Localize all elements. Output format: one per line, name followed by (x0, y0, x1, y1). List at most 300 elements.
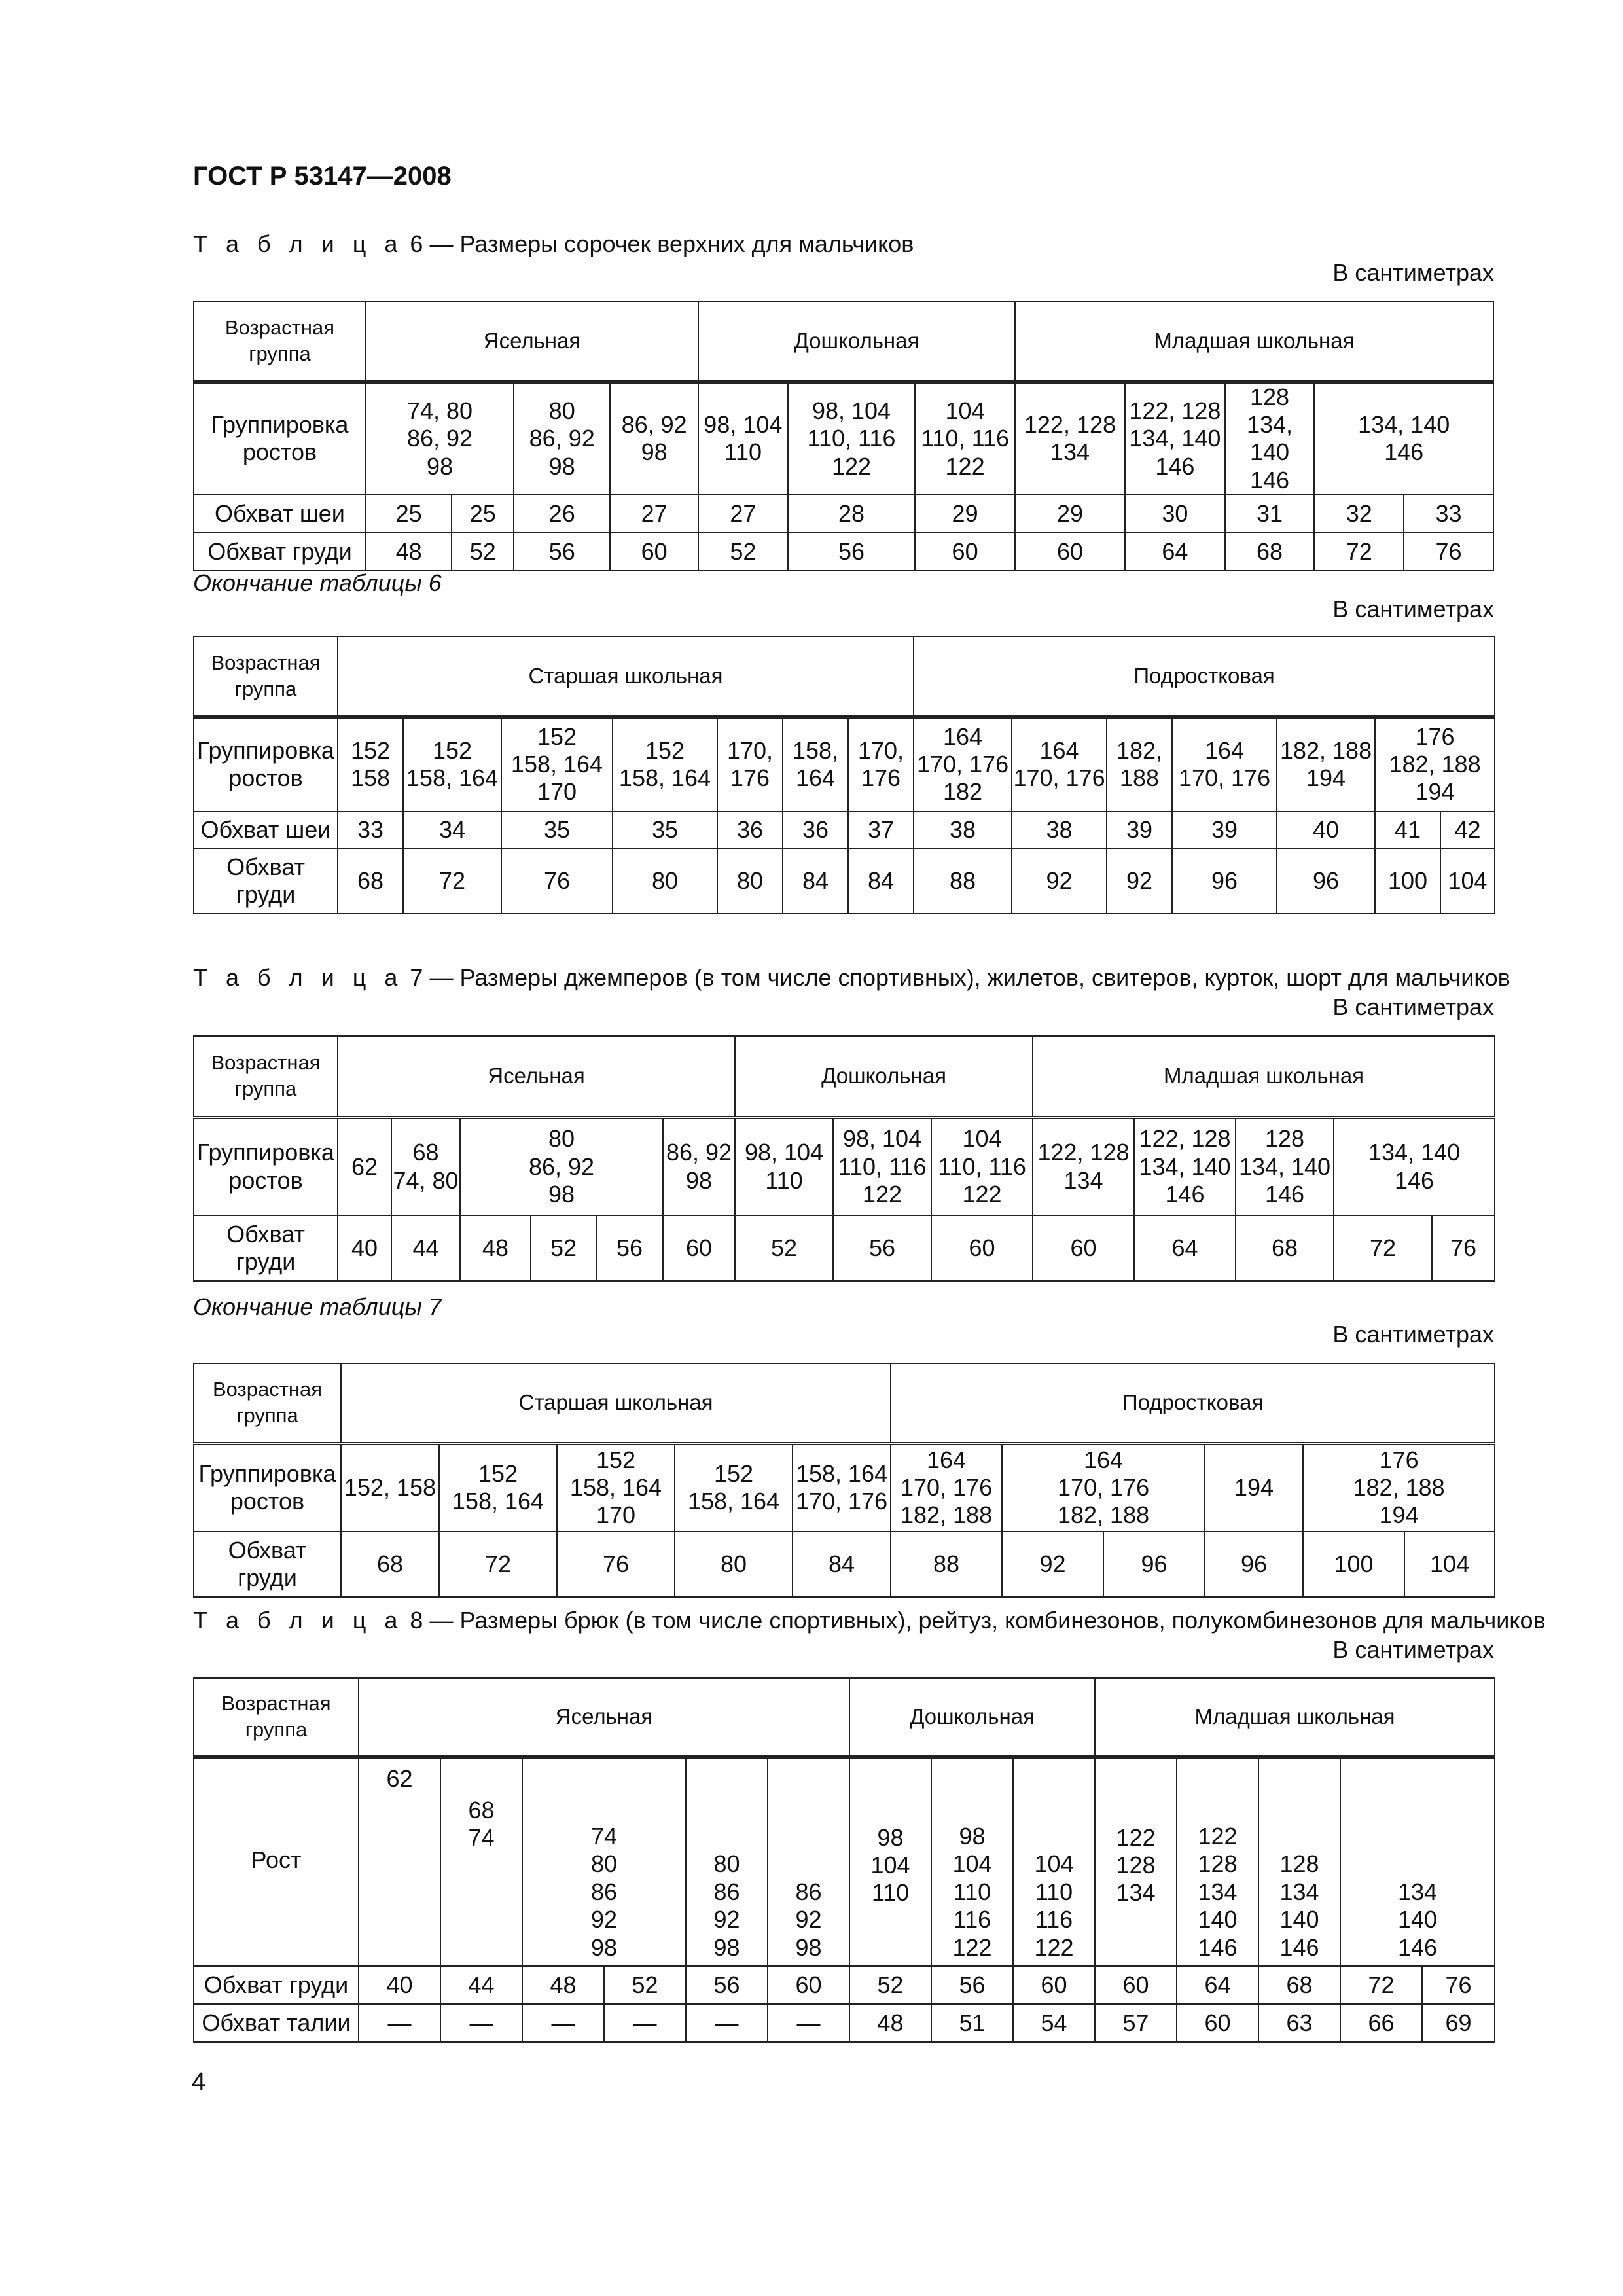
age-group-label: Возрастная группа (194, 302, 366, 382)
cell-line: 170, 176 (1013, 764, 1105, 792)
cell-line: 134 (1198, 1878, 1238, 1905)
waist-cell: 48 (849, 2004, 931, 2042)
height-cell (849, 1757, 931, 1966)
height-cell (1277, 717, 1375, 812)
cell-line: 134, 140 (1246, 410, 1293, 466)
chest-cell: 60 (610, 533, 698, 571)
height-cell (1334, 1117, 1495, 1215)
cell-line: 182, 188 (900, 1501, 993, 1529)
cell-line: 110, 116 (807, 425, 896, 452)
height-cell (1125, 382, 1225, 495)
cell-line: 134 (1050, 439, 1090, 466)
cell-line: 80 (548, 1125, 575, 1153)
chest-cell: 104 (1404, 1532, 1495, 1597)
cell-line: 146 (1398, 1933, 1438, 1961)
height-grouping-label: Группировка ростов (194, 717, 338, 812)
table7-end (193, 1363, 1495, 1598)
chest-cell: 76 (1404, 533, 1493, 571)
cell-line: 122 (1034, 1933, 1074, 1961)
cell-line: 146 (1279, 1933, 1319, 1961)
cell-line: 164 (1084, 1446, 1124, 1473)
cell-line: 116 (953, 1906, 991, 1933)
chest-cell: 84 (783, 848, 848, 914)
height-cell (1225, 382, 1315, 495)
table6-caption (193, 230, 914, 258)
cell-line: 158, 164 (618, 764, 711, 792)
waist-cell: 60 (1177, 2004, 1258, 2042)
chest-cell: 100 (1303, 1532, 1404, 1597)
table7-caption-prefix: Т а б л и ц а (193, 964, 404, 991)
height-cell (1177, 1757, 1258, 1966)
height-cell (440, 1757, 522, 1966)
cell-line: 158, 164 (510, 751, 603, 778)
chest-cell: 56 (833, 1215, 931, 1281)
waist-cell: — (686, 2004, 768, 2042)
chest-cell: 52 (604, 1966, 686, 2004)
chest-cell: 52 (849, 1966, 931, 2004)
cell-line: 128 (1198, 1850, 1238, 1878)
table6-end (193, 636, 1495, 914)
cell-line: 128 (1279, 1850, 1319, 1878)
chest-cell: 40 (359, 1966, 440, 2004)
cell-line: 164 (795, 764, 836, 792)
cell-line: 122 (862, 1180, 902, 1208)
cell-line: 158, 164 (569, 1474, 662, 1501)
chest-cell: 60 (663, 1215, 735, 1281)
chest-cell: 96 (1103, 1532, 1205, 1597)
cell-line: 122 (952, 1933, 992, 1961)
table7-caption (193, 964, 1510, 992)
height-cell (1258, 1757, 1340, 1966)
cell-line: 146 (1395, 1166, 1435, 1194)
height-cell (366, 382, 514, 495)
cell-line: 182, 188 (1389, 751, 1481, 778)
group-junior-school: Младшая школьная (1015, 302, 1493, 382)
chest-cell: 56 (514, 533, 610, 571)
neck-cell: 33 (1404, 495, 1493, 533)
chest-cell: 48 (366, 533, 452, 571)
group-teen: Подростковая (914, 637, 1495, 717)
chest-cell: 60 (1033, 1215, 1134, 1281)
waist-cell: 66 (1340, 2004, 1422, 2042)
cell-line: 182, (1116, 736, 1163, 764)
chest-cell: 68 (341, 1532, 439, 1597)
cell-line: 98 (795, 1933, 822, 1961)
neck-cell: 38 (914, 812, 1012, 848)
neck-cell: 29 (1015, 495, 1125, 533)
table6-units: В сантиметрах (1332, 259, 1494, 286)
cell-line: 110, 116 (938, 1153, 1026, 1180)
chest-cell: 72 (1334, 1215, 1432, 1281)
height-cell (1375, 717, 1495, 812)
cell-line: 134, 140 (1238, 1153, 1331, 1180)
neck-cell: 27 (698, 495, 788, 533)
height-cell (833, 1117, 931, 1215)
height-cell (1340, 1757, 1495, 1966)
chest-cell: 60 (1015, 533, 1125, 571)
height-cell (557, 1443, 675, 1532)
height-cell (391, 1117, 460, 1215)
cell-line: 110 (871, 1879, 910, 1907)
cell-line: 158, (792, 736, 839, 764)
cell-line: 176 (861, 764, 901, 792)
cell-line: 188 (1119, 764, 1160, 792)
waist-label: Обхват талии (194, 2004, 359, 2042)
cell-line: 98 (713, 1933, 740, 1961)
table6-caption-text: 6 — Размеры сорочек верхних для мальчиков (410, 230, 914, 257)
neck-cell: 35 (613, 812, 717, 848)
height-cell (848, 717, 914, 812)
height-cell (514, 382, 610, 495)
cell-line: 194 (1379, 1501, 1419, 1529)
cell-line: 128 (1264, 1125, 1305, 1153)
neck-cell: 25 (452, 495, 514, 533)
waist-cell: 54 (1013, 2004, 1095, 2042)
chest-cell: 48 (460, 1215, 531, 1281)
cell-line: 152 (537, 723, 577, 750)
cell-line: 122, 128 (1139, 1125, 1231, 1153)
cell-line: 146 (1249, 466, 1290, 493)
neck-cell: 26 (514, 495, 610, 533)
chest-cell: 72 (403, 848, 501, 914)
cell-line: 116 (1035, 1906, 1073, 1933)
chest-cell: 68 (1225, 533, 1315, 571)
chest-cell: 84 (793, 1532, 891, 1597)
cell-line: 152 (596, 1446, 636, 1473)
height-cell (613, 717, 717, 812)
cell-line: 98, 104 (812, 397, 891, 424)
neck-cell: 42 (1440, 812, 1495, 848)
chest-cell: 52 (452, 533, 514, 571)
cell-line: 98 (685, 1166, 713, 1194)
chest-cell: 60 (915, 533, 1015, 571)
cell-line: 86 (795, 1878, 822, 1905)
cell-line: 80 (590, 1850, 618, 1878)
cell-line: 104 (1034, 1850, 1074, 1878)
cell-line: 122 (945, 452, 985, 480)
cell-line: 182 (942, 778, 983, 806)
cell-line: 92 (795, 1906, 822, 1933)
waist-cell: — (768, 2004, 849, 2042)
table8-caption-prefix: Т а б л и ц а (193, 1607, 404, 1634)
height-cell (439, 1443, 557, 1532)
chest-cell: 88 (914, 848, 1012, 914)
cell-line: 194 (1415, 778, 1455, 806)
table6 (193, 301, 1494, 571)
cell-line: 86, 92 (621, 410, 687, 438)
cell-line: 176 (730, 764, 770, 792)
chest-cell: 64 (1177, 1966, 1258, 2004)
cell-line: 170, 176 (916, 751, 1009, 778)
height-cell (1015, 382, 1125, 495)
table8-units: В сантиметрах (1332, 1636, 1494, 1663)
chest-cell: 92 (1107, 848, 1172, 914)
chest-cell: 60 (768, 1966, 849, 2004)
group-preschool: Дошкольная (735, 1036, 1033, 1117)
neck-cell: 41 (1375, 812, 1440, 848)
chest-cell: 88 (891, 1532, 1002, 1597)
cell-line: 164 (1204, 736, 1245, 764)
cell-line: 170, 176 (1057, 1474, 1150, 1501)
cell-line: 68 (412, 1139, 439, 1166)
waist-cell: 63 (1258, 2004, 1340, 2042)
chest-cell: 48 (522, 1966, 604, 2004)
height-cell (891, 1443, 1002, 1532)
cell-line: 104 (952, 1850, 992, 1878)
cell-line: 158, 164 (795, 1460, 888, 1487)
chest-cell: 76 (1432, 1215, 1495, 1281)
cell-line: 98 (426, 452, 454, 480)
cell-line: 152 (478, 1460, 518, 1487)
group-preschool: Дошкольная (698, 302, 1015, 382)
cell-line: 92 (713, 1906, 740, 1933)
waist-cell: — (440, 2004, 522, 2042)
chest-cell: 104 (1440, 848, 1495, 914)
cell-line: 86, 92 (406, 425, 473, 452)
neck-label: Обхват шеи (194, 495, 366, 533)
height-cell (338, 717, 403, 812)
chest-cell: 92 (1012, 848, 1107, 914)
table8-caption (193, 1607, 1546, 1634)
neck-cell: 32 (1314, 495, 1404, 533)
height-cell: 62 (359, 1757, 440, 1966)
height-cell (768, 1757, 849, 1966)
cell-line: 158, 164 (452, 1488, 544, 1515)
chest-cell: 52 (698, 533, 788, 571)
height-cell (1033, 1117, 1134, 1215)
neck-label: Обхват шеи (194, 812, 338, 848)
cell-line: 74, 80 (393, 1166, 459, 1194)
cell-line: 158, 164 (687, 1488, 780, 1515)
cell-line: 158 (350, 764, 391, 792)
neck-cell: 40 (1277, 812, 1375, 848)
chest-cell: 64 (1125, 533, 1225, 571)
cell-line: 122, 128 (1129, 397, 1221, 424)
waist-cell: 57 (1095, 2004, 1177, 2042)
cell-line: 194 (1306, 764, 1346, 792)
chest-cell: 64 (1134, 1215, 1236, 1281)
cell-line: 134, 140 (1358, 410, 1450, 438)
height-cell (403, 717, 501, 812)
height-cell (1172, 717, 1277, 812)
height-cell (931, 1757, 1013, 1966)
cell-line: 128 (1116, 1851, 1156, 1878)
cell-line: 98, 104 (842, 1125, 922, 1153)
cell-line: 86 (713, 1878, 740, 1905)
height-cell: 62 (338, 1117, 391, 1215)
cell-line: 86, 92 (528, 1153, 595, 1180)
cell-line: 110 (724, 439, 762, 466)
waist-cell: 51 (931, 2004, 1013, 2042)
cell-line: 110, 116 (921, 425, 1009, 452)
cell-line: 80 (548, 397, 575, 424)
cell-line: 92 (590, 1906, 618, 1933)
height-cell (914, 717, 1012, 812)
table7 (193, 1035, 1495, 1282)
height-cell (675, 1443, 793, 1532)
height-cell (1107, 717, 1172, 812)
cell-line: 98, 104 (744, 1139, 824, 1166)
waist-cell: 69 (1422, 2004, 1495, 2042)
cell-line: 98 (877, 1823, 904, 1851)
cell-line: 122, 128 (1024, 410, 1116, 438)
cell-line: 158, 164 (406, 764, 499, 792)
neck-cell: 34 (403, 812, 501, 848)
cell-line: 152 (645, 736, 685, 764)
chest-cell: 92 (1002, 1532, 1103, 1597)
cell-line: 176 (1379, 1446, 1419, 1473)
cell-line: 170, (726, 736, 774, 764)
height-cell (1012, 717, 1107, 812)
chest-cell: 56 (931, 1966, 1013, 2004)
chest-cell: 96 (1277, 848, 1375, 914)
chest-cell: 84 (848, 848, 914, 914)
chest-cell: 80 (613, 848, 717, 914)
cell-line: 134, 140 (1139, 1153, 1231, 1180)
chest-label: Обхват груди (194, 848, 338, 914)
cell-line: 122 (1116, 1823, 1156, 1851)
cell-line: 104 (870, 1851, 910, 1878)
cell-line: 170, (857, 736, 904, 764)
cell-line: 152 (350, 736, 391, 764)
cell-line: 86, 92 (529, 425, 595, 452)
chest-cell: 44 (440, 1966, 522, 2004)
height-cell (501, 717, 613, 812)
cell-line: 98, 104 (704, 410, 783, 438)
cell-line: 98 (641, 439, 668, 466)
cell-line: 86, 92 (666, 1139, 732, 1166)
cell-line: 140 (1398, 1906, 1438, 1933)
neck-cell: 37 (848, 812, 914, 848)
cell-line: 134 (1116, 1879, 1156, 1907)
height-cell (522, 1757, 686, 1966)
cell-line: 134, 140 (1368, 1139, 1461, 1166)
cell-line: 98 (590, 1933, 618, 1961)
table7-caption-text: 7 — Размеры джемперов (в том числе спортивных), жилетов, свитеров, курток, шорт для мальчиков (410, 964, 1510, 991)
chest-cell: 96 (1172, 848, 1277, 914)
height-cell (663, 1117, 735, 1215)
group-junior-school: Младшая школьная (1095, 1678, 1495, 1757)
neck-cell: 31 (1225, 495, 1315, 533)
cell-line: 170, 176 (1178, 764, 1271, 792)
group-nursery: Ясельная (366, 302, 698, 382)
cell-line: 140 (1198, 1906, 1238, 1933)
cell-line: 164 (927, 1446, 967, 1473)
cell-line: 176 (1415, 723, 1455, 750)
neck-cell: 27 (610, 495, 698, 533)
height-cell (1134, 1117, 1236, 1215)
cell-line: 74 (468, 1823, 495, 1851)
cell-line: 170, 176 (795, 1488, 888, 1515)
chest-cell: 56 (788, 533, 916, 571)
cell-line: 134 (1063, 1166, 1103, 1194)
height-cell (686, 1757, 768, 1966)
height-cell (1095, 1757, 1177, 1966)
document-header: ГОСТ Р 53147—2008 (193, 162, 452, 190)
table6-end-units: В сантиметрах (1332, 596, 1494, 622)
age-group-label: Возрастная группа (194, 1678, 359, 1757)
neck-cell: 25 (366, 495, 452, 533)
height-cell (610, 382, 698, 495)
chest-label: Обхват груди (194, 1532, 341, 1597)
height-cell (1013, 1757, 1095, 1966)
chest-cell: 60 (1013, 1966, 1095, 2004)
cell-line: 134 (1279, 1878, 1319, 1905)
height-label: Рост (194, 1757, 359, 1966)
chest-cell: 72 (1314, 533, 1404, 571)
height-cell (698, 382, 788, 495)
table6-caption-prefix: Т а б л и ц а (193, 230, 404, 257)
height-cell (717, 717, 783, 812)
height-cell (915, 382, 1015, 495)
cell-line: 110 (1035, 1878, 1073, 1905)
cell-line: 98 (548, 452, 575, 480)
chest-label: Обхват груди (194, 1966, 359, 2004)
cell-line: 182, 188 (1279, 736, 1372, 764)
chest-cell: 44 (391, 1215, 460, 1281)
group-junior-school: Младшая школьная (1033, 1036, 1495, 1117)
waist-cell: — (604, 2004, 686, 2042)
chest-cell: 60 (1095, 1966, 1177, 2004)
height-cell (788, 382, 916, 495)
cell-line: 74, 80 (406, 397, 473, 424)
table7-end-units: В сантиметрах (1332, 1321, 1494, 1348)
chest-cell: 52 (531, 1215, 596, 1281)
height-cell (1002, 1443, 1205, 1532)
cell-line: 170 (537, 778, 577, 806)
height-cell: 194 (1205, 1443, 1303, 1532)
neck-cell: 36 (717, 812, 783, 848)
chest-cell: 72 (439, 1532, 557, 1597)
cell-line: 152 (432, 736, 473, 764)
height-cell (793, 1443, 891, 1532)
cell-line: 122 (1198, 1822, 1238, 1850)
height-cell (460, 1117, 663, 1215)
cell-line: 74 (590, 1822, 618, 1850)
chest-cell: 40 (338, 1215, 391, 1281)
cell-line: 152 (713, 1460, 754, 1487)
cell-line: 146 (1165, 1180, 1205, 1208)
waist-cell: — (522, 2004, 604, 2042)
neck-cell: 39 (1107, 812, 1172, 848)
chest-cell: 100 (1375, 848, 1440, 914)
cell-line: 140 (1279, 1906, 1319, 1933)
page-number: 4 (192, 2068, 206, 2096)
table7-continuation-caption: Окончание таблицы 7 (193, 1293, 442, 1320)
cell-line: 146 (1155, 452, 1195, 480)
chest-cell: 76 (557, 1532, 675, 1597)
neck-cell: 29 (915, 495, 1015, 533)
height-grouping-label: Группировка ростов (194, 1117, 338, 1215)
cell-line: 170 (596, 1501, 636, 1529)
group-senior-school: Старшая школьная (341, 1363, 891, 1443)
height-grouping-label: Группировка ростов (194, 1443, 341, 1532)
height-cell (1314, 382, 1493, 495)
chest-cell: 96 (1205, 1532, 1303, 1597)
chest-cell: 72 (1340, 1966, 1422, 2004)
cell-line: 128 (1249, 383, 1290, 410)
neck-cell: 30 (1125, 495, 1225, 533)
chest-cell: 76 (501, 848, 613, 914)
age-group-label: Возрастная группа (194, 1036, 338, 1117)
height-cell (931, 1117, 1033, 1215)
height-cell (735, 1117, 833, 1215)
neck-cell: 35 (501, 812, 613, 848)
cell-line: 86 (590, 1878, 618, 1905)
cell-line: 170, 176 (900, 1474, 993, 1501)
chest-cell: 80 (717, 848, 783, 914)
chest-cell: 56 (686, 1966, 768, 2004)
